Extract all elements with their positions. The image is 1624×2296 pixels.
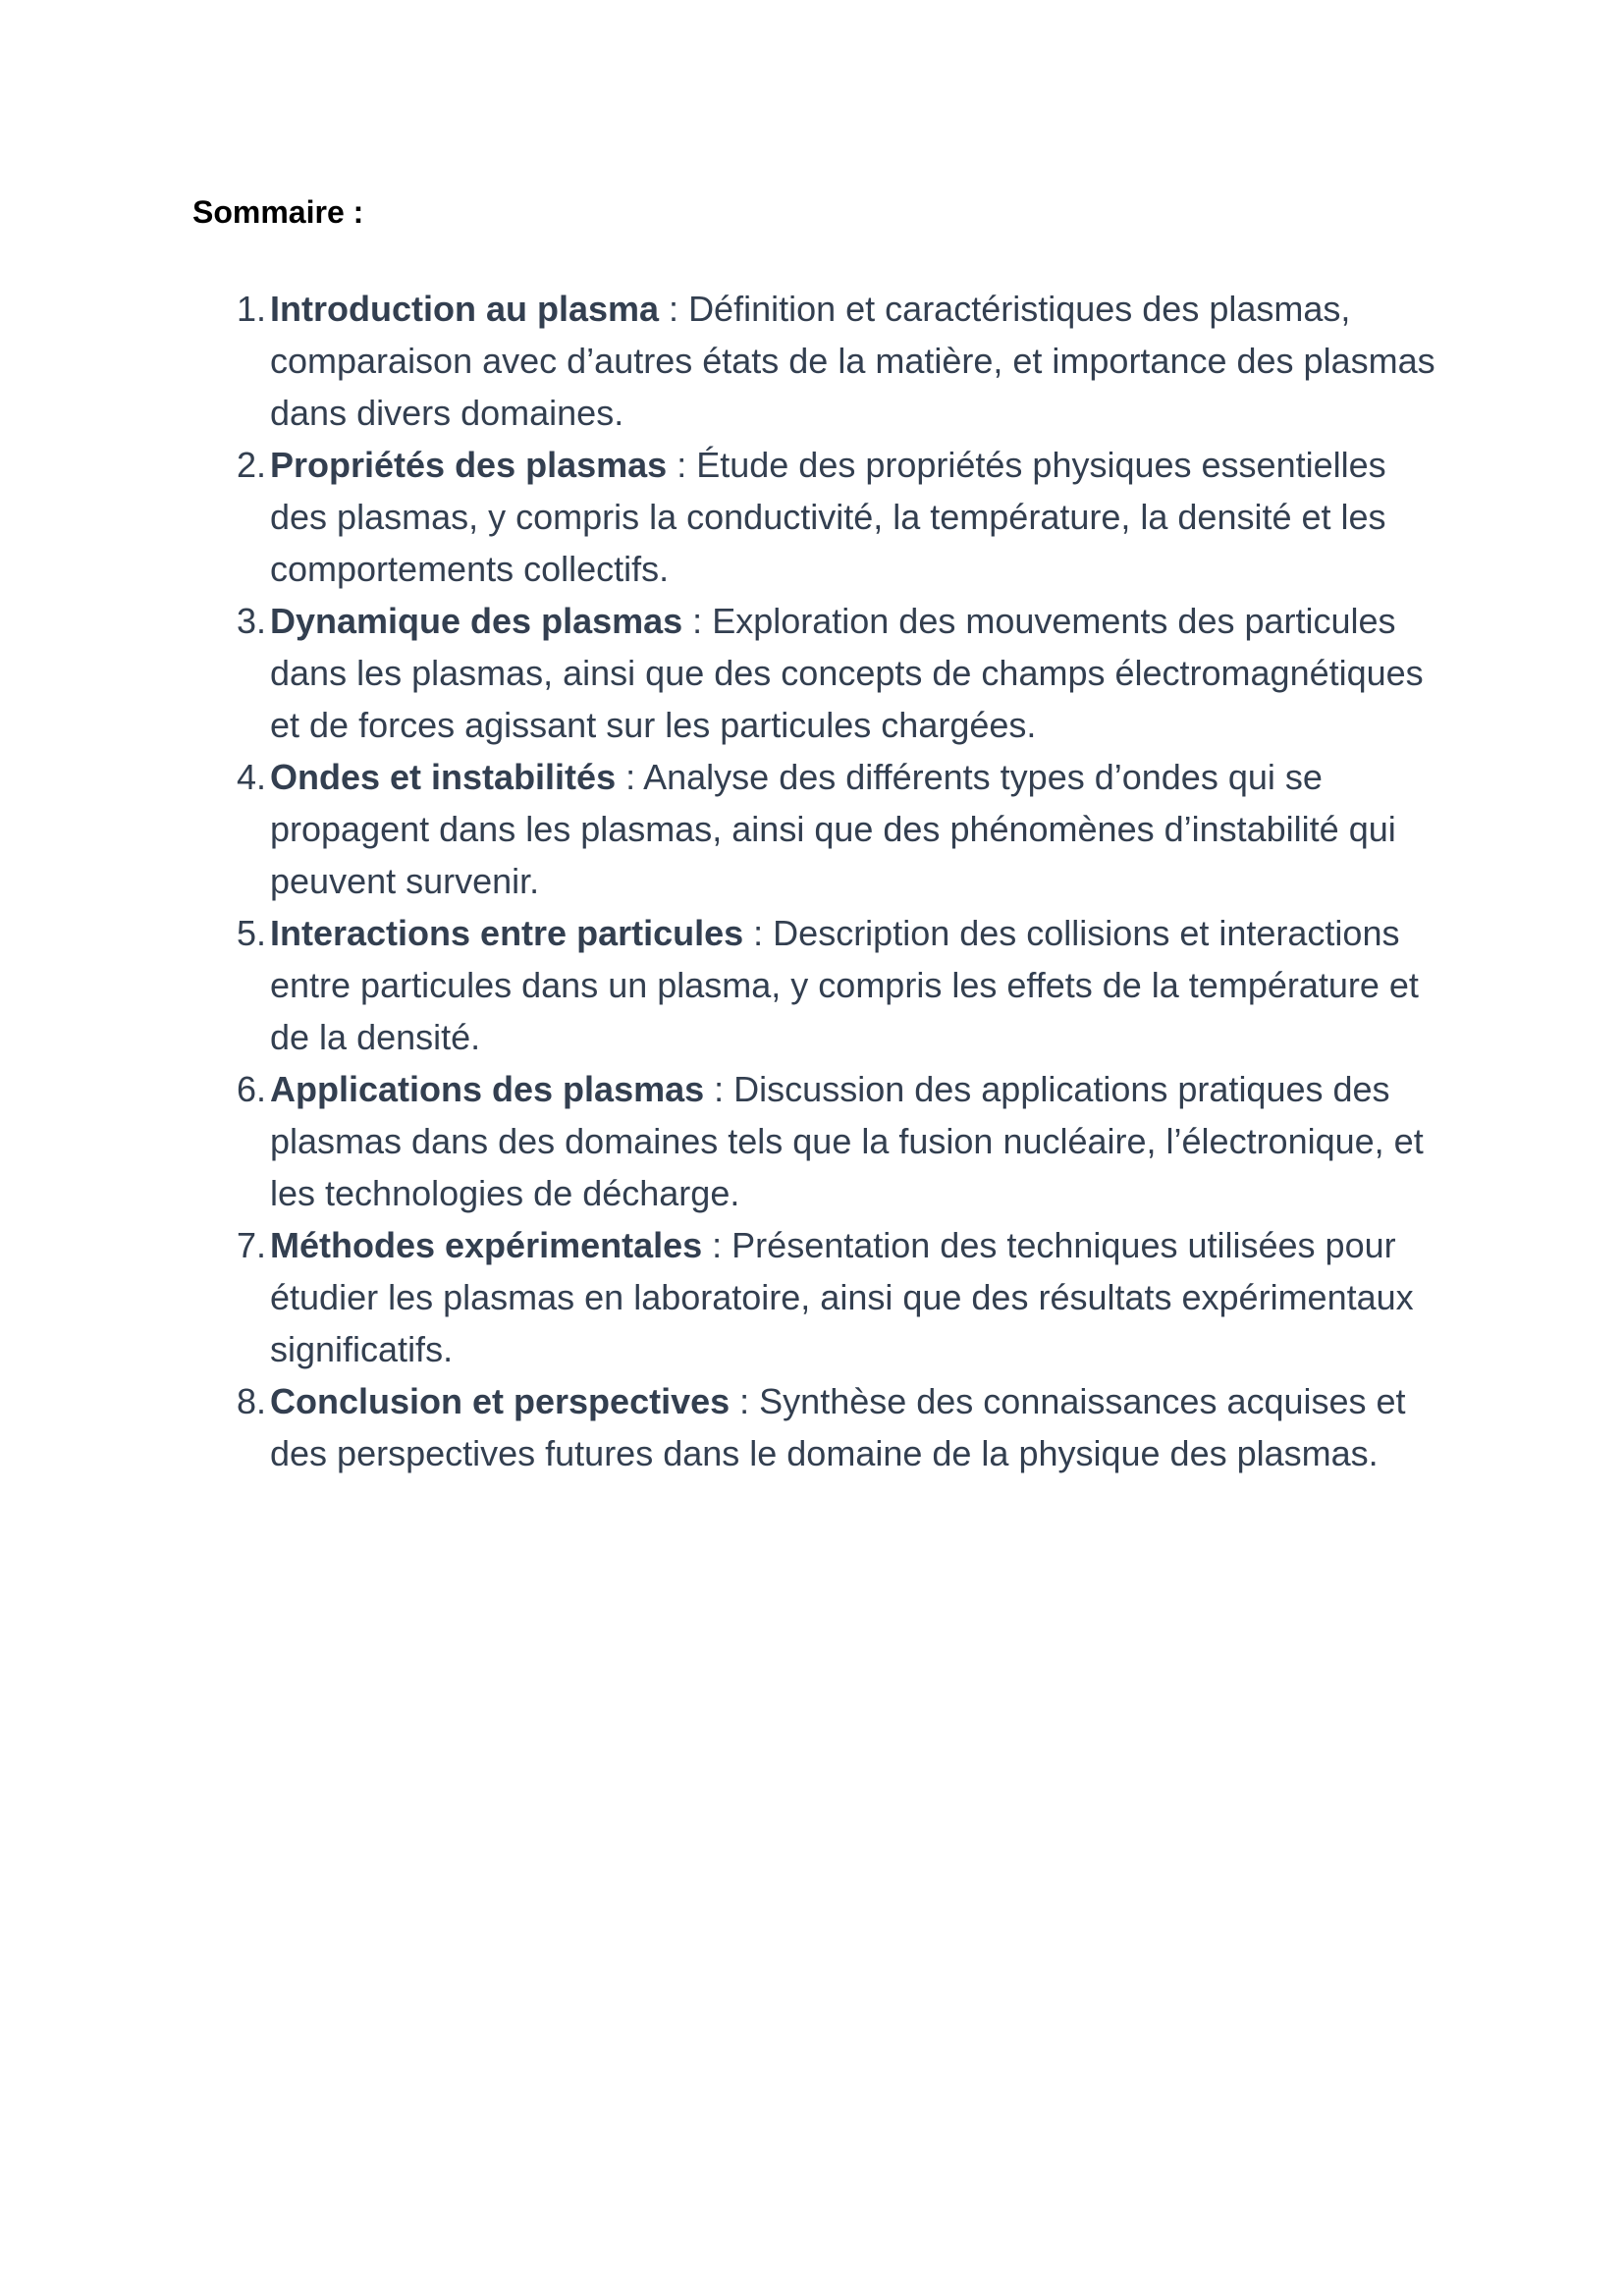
- toc-item-interactions: [192, 907, 1438, 1063]
- toc-item-proprietes: [192, 439, 1438, 595]
- list-number: 4.: [237, 757, 267, 797]
- toc-item-title: Ondes et instabilités: [270, 757, 617, 797]
- toc-item-description: Discussion des applications pratiques des plasmas dans des domaines tels que la fusion nucléaire, l’électronique, et les technologies de décharge.: [270, 1069, 1424, 1213]
- list-number: 7.: [237, 1225, 267, 1265]
- toc-item-methodes: [192, 1219, 1438, 1375]
- toc-item-separator: :: [616, 757, 644, 797]
- toc-item-separator: :: [730, 1381, 760, 1421]
- toc-item-title: Introduction au plasma: [270, 289, 660, 329]
- toc-item-separator: :: [743, 913, 774, 953]
- toc-item-title: Applications des plasmas: [270, 1069, 705, 1109]
- toc-item-separator: :: [702, 1225, 732, 1265]
- toc-item-description: Description des collisions et interactions entre particules dans un plasma, y compris les effets de la température et de la densité.: [270, 913, 1419, 1057]
- toc-item-separator: :: [667, 445, 697, 485]
- toc-item-title: Propriétés des plasmas: [270, 445, 668, 485]
- toc-item-separator: :: [704, 1069, 734, 1109]
- toc-item-title: Conclusion et perspectives: [270, 1381, 731, 1421]
- toc-item-description: Analyse des différents types d’ondes qui se propagent dans les plasmas, ainsi que des phénomènes d’instabilité qui peuvent survenir.: [270, 757, 1396, 901]
- list-number: 6.: [237, 1069, 267, 1109]
- list-number: 2.: [237, 445, 267, 485]
- toc-item-description: Exploration des mouvements des particules dans les plasmas, ainsi que des concepts de champs électromagnétiques et de forces agissant sur les particules chargées.: [270, 601, 1424, 745]
- toc-item-separator: :: [682, 601, 713, 641]
- list-number: 1.: [237, 289, 267, 329]
- toc-item-conclusion: [192, 1375, 1438, 1479]
- summary-list: [192, 283, 1449, 1479]
- toc-item-separator: :: [659, 289, 689, 329]
- toc-item-applications: [192, 1063, 1438, 1219]
- toc-item-title: Méthodes expérimentales: [270, 1225, 703, 1265]
- toc-item-description: Présentation des techniques utilisées pour étudier les plasmas en laboratoire, ainsi que des résultats expérimentaux significatifs.: [270, 1225, 1414, 1369]
- toc-item-description: Définition et caractéristiques des plasmas, comparaison avec d’autres états de la matière, et importance des plasmas dans divers domaines.: [270, 289, 1435, 433]
- list-number: 8.: [237, 1381, 267, 1421]
- toc-item-introduction: [192, 283, 1438, 439]
- toc-item-description: Synthèse des connaissances acquises et des perspectives futures dans le domaine de la physique des plasmas.: [270, 1381, 1406, 1473]
- toc-item-description: Étude des propriétés physiques essentielles des plasmas, y compris la conductivité, la température, la densité et les comportements collectifs.: [270, 445, 1386, 589]
- toc-item-ondes: [192, 751, 1438, 907]
- toc-item-dynamique: [192, 595, 1438, 751]
- document-content: [192, 192, 1449, 1479]
- toc-item-title: Interactions entre particules: [270, 913, 744, 953]
- summary-heading: Sommaire :: [192, 194, 364, 230]
- list-number: 5.: [237, 913, 267, 953]
- list-number: 3.: [237, 601, 267, 641]
- toc-item-title: Dynamique des plasmas: [270, 601, 683, 641]
